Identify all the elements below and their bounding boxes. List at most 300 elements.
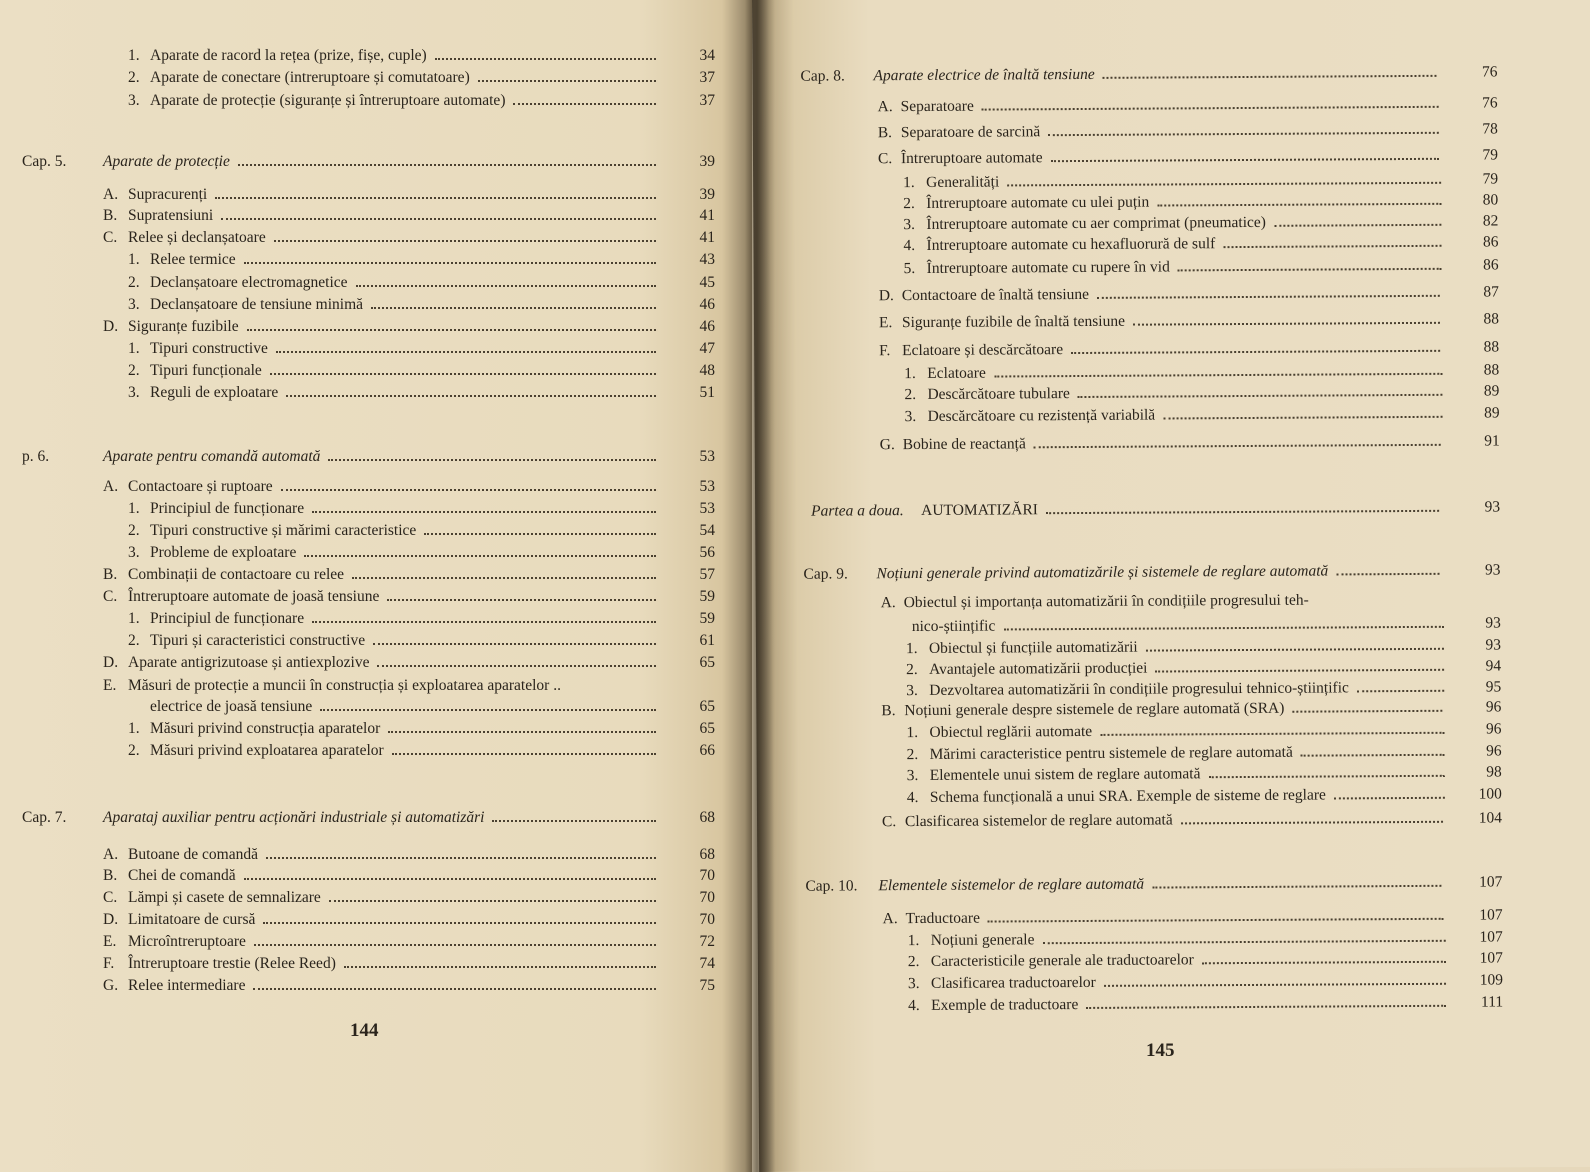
dot-leader [238, 163, 656, 166]
toc-entry-title: Obiectul reglării automate [929, 722, 1093, 741]
dot-leader [1208, 774, 1444, 778]
toc-entry-label: 1. [906, 723, 919, 742]
toc-entry-page: 79 [1482, 146, 1499, 164]
dot-leader [435, 57, 656, 60]
toc-entry-label: 1. [904, 365, 916, 383]
toc-entry-title: Descărcătoare cu rezistență variabilă [927, 406, 1156, 425]
toc-entry-page: 59 [699, 610, 715, 627]
toc-entry-title: Tipuri funcționale [150, 362, 262, 379]
toc-entry [0, 740, 752, 762]
dot-leader [1146, 647, 1444, 652]
toc-entry [0, 151, 752, 173]
toc-entry-page: 88 [1483, 361, 1500, 379]
toc-entry-page: 72 [699, 933, 715, 950]
toc-entry-page: 56 [699, 544, 715, 561]
toc-entry-page: 107 [1479, 949, 1503, 967]
toc-entry-page: 109 [1479, 971, 1504, 989]
dot-leader [244, 877, 656, 880]
toc-entry-title: Chei de comandă [128, 867, 236, 884]
toc-entry-page: 68 [699, 809, 715, 826]
toc-entry [754, 308, 1590, 335]
dot-leader [328, 458, 656, 461]
toc-entry-title: Obiectul și funcțiile automatizării [928, 638, 1138, 657]
toc-entry-label: Cap. 10. [805, 877, 858, 895]
toc-entry-title: Elementele unui sistem de reglare automată [929, 765, 1201, 784]
toc-entry-page: 87 [1483, 283, 1499, 301]
toc-entry-page: 41 [699, 207, 715, 224]
page-number-left: 144 [350, 1020, 379, 1041]
toc-entry-label: 2. [906, 661, 918, 679]
toc-entry-title: Supracurenți [128, 186, 208, 203]
toc-entry-title: Declanșatoare de tensiune minimă [150, 296, 364, 313]
toc-entry-title: Principiul de funcționare [150, 610, 305, 627]
dot-leader [1292, 709, 1442, 713]
toc-entry-label: Cap. 5. [22, 153, 67, 170]
toc-entry-title: Generalități [926, 173, 1000, 191]
toc-entry-label: C. [881, 813, 897, 831]
dot-leader [1336, 572, 1439, 576]
toc-entry-page: 93 [1485, 636, 1502, 654]
dot-leader [1042, 939, 1445, 944]
toc-entry-page: 68 [699, 846, 715, 863]
dot-leader [247, 328, 656, 331]
toc-entry-label: C. [103, 889, 118, 906]
toc-entry [0, 520, 752, 542]
dot-leader [1046, 509, 1439, 514]
toc-entry-label: 2. [906, 745, 919, 764]
toc-entry [0, 338, 752, 360]
toc-entry-page: 107 [1479, 873, 1503, 891]
toc-entry-label: E. [878, 314, 893, 332]
toc-entry [753, 92, 1590, 119]
toc-entry-title: Contactoare și ruptoare [128, 478, 273, 495]
toc-entry-page: 95 [1485, 678, 1502, 696]
toc-entry-title: Lămpi și casete de semnalizare [128, 889, 321, 906]
toc-entry-page: 70 [699, 889, 715, 906]
dot-leader [373, 642, 656, 645]
dot-leader [352, 576, 656, 579]
toc-entry-title: Măsuri de protecție a muncii în construcția și exploatarea aparatelor .. [128, 677, 561, 694]
toc-entry [0, 887, 752, 909]
toc-entry [0, 844, 752, 866]
toc-entry-label: 3. [907, 974, 920, 993]
dot-leader [1274, 223, 1441, 227]
toc-entry-page: 54 [699, 522, 715, 539]
toc-entry-label: 2. [904, 386, 917, 404]
dot-leader [387, 598, 656, 601]
toc-entry-page: 88 [1483, 338, 1500, 356]
dot-leader [1071, 349, 1440, 354]
toc-entry-label: B. [103, 207, 118, 224]
left-page [0, 0, 752, 1172]
toc-entry-title: Aparate de protecție (siguranțe și întreruptoare automate) [150, 92, 506, 109]
toc-entry-title: Bobine de reactanță [902, 435, 1026, 454]
dot-leader [1357, 689, 1444, 693]
toc-entry-title: Întreruptoare trestie (Relee Reed) [128, 955, 336, 972]
toc-entry-label: 4. [903, 237, 916, 255]
dot-leader [253, 987, 656, 990]
toc-entry-page: 61 [699, 632, 715, 649]
toc-entry [756, 588, 1590, 615]
toc-entry-page: 39 [699, 186, 715, 203]
toc-entry-label: p. 6. [22, 448, 50, 465]
toc-entry-title: Tipuri constructive și mărimi caracteristice [150, 522, 417, 539]
toc-entry [0, 227, 752, 249]
toc-entry [0, 564, 752, 586]
toc-entry-label: E. [103, 933, 117, 950]
toc-entry-page: 53 [699, 478, 715, 495]
toc-entry-title: Supratensiuni [128, 207, 214, 224]
toc-entry-title: Clasificarea sistemelor de reglare automată [904, 811, 1173, 831]
toc-entry-label: 3. [904, 408, 917, 426]
toc-entry [0, 446, 752, 468]
toc-entry [0, 953, 752, 975]
toc-entry [0, 608, 752, 630]
dot-leader [1202, 960, 1446, 964]
toc-entry-title: Reguli de exploatare [150, 384, 279, 401]
toc-entry-page: 37 [699, 69, 715, 86]
toc-entry-page: 46 [699, 296, 715, 313]
dot-leader [304, 554, 656, 557]
toc-entry-label: 3. [128, 296, 140, 313]
toc-entry-title: Avantajele automatizării producției [929, 659, 1148, 678]
dot-leader [274, 239, 656, 242]
toc-entry [754, 281, 1590, 308]
toc-entry-page: 39 [699, 153, 715, 170]
toc-entry [0, 360, 752, 382]
toc-entry-title: Dezvoltarea automatizării în condițiile progresului tehnico-științific [929, 679, 1349, 699]
toc-entry-title: Separatoare de sarcină [900, 123, 1041, 142]
toc-entry-title: Relee termice [150, 251, 236, 268]
toc-entry-label: 2. [128, 632, 140, 649]
toc-entry-page: 46 [699, 318, 715, 335]
toc-entry-page: 65 [699, 654, 715, 671]
toc-entry-label: B. [103, 867, 118, 884]
toc-entry-title: Traductoare [905, 909, 980, 928]
toc-entry [0, 630, 752, 652]
toc-entry-title: Noțiuni generale despre sistemele de reglare automată (SRA) [904, 699, 1285, 720]
dot-leader [1163, 415, 1442, 420]
toc-entry-label: A. [877, 98, 893, 116]
toc-entry-title: Relee intermediare [128, 977, 246, 994]
dot-leader [988, 917, 1444, 923]
toc-entry-label: A. [103, 478, 119, 495]
toc-entry-page: 66 [699, 742, 715, 759]
toc-entry [0, 45, 752, 67]
dot-leader [1181, 820, 1443, 825]
dot-leader [276, 350, 656, 353]
toc-entry-label: 1. [128, 340, 140, 357]
toc-entry-title: Schema funcțională a unui SRA. Exemple de sisteme de reglare [929, 786, 1326, 806]
toc-entry-page: 76 [1482, 94, 1498, 112]
toc-entry-page: 37 [699, 92, 715, 109]
toc-entry [755, 496, 1590, 523]
toc-entry [0, 696, 752, 718]
toc-entry-page: 76 [1481, 63, 1498, 81]
toc-entry-label: 2. [128, 742, 140, 759]
toc-entry-label: G. [103, 977, 119, 994]
toc-entry-title: Microîntreruptoare [128, 933, 246, 950]
toc-entry-label: 2. [128, 522, 140, 539]
toc-entry-title: Contactoare de înaltă tensiune [901, 285, 1090, 305]
toc-entry-page: 96 [1485, 720, 1502, 738]
toc-entry-title: Declanșatoare electromagnetice [150, 274, 348, 291]
toc-entry-label: A. [882, 910, 898, 928]
toc-entry [0, 90, 752, 112]
toc-entry-title: Măsuri privind exploatarea aparatelor [150, 742, 384, 759]
dot-leader [1155, 668, 1444, 673]
toc-entry-page: 93 [1484, 561, 1501, 579]
dot-leader [982, 105, 1439, 111]
toc-entry-title: Întreruptoare automate [900, 149, 1043, 168]
toc-entry-title: Separatoare [900, 97, 974, 116]
dot-leader [1157, 202, 1441, 207]
toc-entry [0, 498, 752, 520]
toc-entry-title: Principiul de funcționare [150, 500, 305, 517]
toc-entry-title: Noțiuni generale privind automatizările și sistemele de reglare automată [876, 562, 1329, 583]
dot-leader [377, 664, 656, 667]
dot-leader [244, 261, 656, 264]
toc-entry-label: Partea a doua. [811, 502, 904, 520]
toc-entry [0, 586, 752, 608]
toc-entry-page: 86 [1483, 256, 1499, 274]
toc-entry-title: Descărcătoare tubulare [927, 385, 1070, 403]
toc-entry-title: Aparate de protecție [103, 153, 230, 170]
toc-entry [0, 807, 752, 829]
dot-leader [266, 856, 656, 859]
toc-entry-label: C. [103, 588, 118, 605]
dot-leader [513, 102, 656, 105]
dot-leader [263, 921, 656, 924]
toc-entry-label: 1. [128, 47, 140, 64]
toc-entry-label: F. [103, 955, 115, 972]
toc-entry-title: Caracteristicile generale ale traductoarelor [930, 951, 1194, 970]
dot-leader [286, 394, 656, 397]
dot-leader [356, 284, 656, 287]
toc-entry [0, 67, 752, 89]
toc-entry [0, 865, 752, 887]
toc-entry-page: 34 [699, 47, 715, 64]
dot-leader [312, 620, 656, 623]
toc-entry-label: 3. [903, 216, 916, 234]
dot-leader [1103, 74, 1437, 79]
toc-entry-label: 3. [128, 544, 140, 561]
toc-entry-page: 59 [699, 588, 715, 605]
toc-entry-label: Cap. 9. [803, 565, 848, 583]
dot-leader [1133, 321, 1440, 326]
toc-entry [757, 871, 1590, 898]
dot-leader [1086, 1004, 1446, 1009]
toc-entry-label: 4. [908, 996, 920, 1015]
toc-entry-page: 41 [699, 229, 715, 246]
dot-leader [312, 510, 656, 513]
dot-leader [1034, 443, 1441, 448]
toc-entry-page: 70 [699, 911, 715, 928]
toc-entry-page: 74 [699, 955, 715, 972]
toc-entry-label: D. [103, 654, 119, 671]
toc-entry-page: 65 [699, 698, 715, 715]
dot-leader [424, 532, 656, 535]
toc-entry-title: Siguranțe fuzibile de înaltă tensiune [901, 312, 1125, 332]
toc-entry-page: 65 [699, 720, 715, 737]
toc-entry-label: B. [103, 566, 118, 583]
toc-entry [753, 144, 1590, 171]
dot-leader [1097, 294, 1440, 299]
toc-entry [0, 476, 752, 498]
toc-entry-title: Relee și declanșatoare [128, 229, 266, 246]
dot-leader [1051, 157, 1439, 162]
toc-entry-title: Obiectul și importanța automatizării în condițiile progresului teh- [903, 591, 1309, 612]
toc-entry-page: 91 [1484, 432, 1500, 450]
dot-leader [215, 196, 656, 199]
dot-leader [1003, 625, 1443, 631]
toc-entry-label: 4. [906, 788, 919, 807]
toc-entry-title: Aparate de conectare (intreruptoare și comutatoare) [150, 69, 470, 86]
right-page [752, 0, 1590, 1172]
toc-entry-label: C. [877, 150, 893, 168]
toc-entry-title: Eclatoare și descărcătoare [902, 341, 1064, 360]
toc-entry-title: Exemple de traductoare [931, 996, 1079, 1014]
dot-leader [371, 306, 656, 309]
toc-entry-title: Limitatoare de cursă [128, 911, 256, 928]
toc-entry [755, 430, 1590, 457]
toc-entry-label: B. [877, 124, 893, 142]
toc-entry-label: 2. [128, 362, 140, 379]
dot-leader [1100, 731, 1444, 736]
toc-entry-page: 94 [1485, 657, 1502, 675]
toc-entry-page: 89 [1483, 382, 1500, 400]
toc-entry-page: 78 [1482, 120, 1498, 138]
dot-leader [388, 730, 656, 733]
toc-entry-label: A. [880, 594, 896, 612]
toc-entry [0, 382, 752, 404]
toc-entry [0, 675, 752, 697]
toc-entry-label: 2. [128, 69, 140, 86]
toc-entry-title: AUTOMATIZĂRI [921, 501, 1038, 519]
toc-entry-title: Aparate pentru comandă automată [103, 448, 321, 465]
book-gutter [745, 0, 775, 1172]
toc-entry-page: 100 [1478, 785, 1502, 803]
toc-entry [0, 272, 752, 294]
toc-entry-label: 3. [128, 384, 140, 401]
toc-entry-title: Aparataj auxiliar pentru acționări industriale și automatizări [103, 809, 485, 826]
dot-leader [478, 79, 656, 82]
toc-entry-page: 47 [699, 340, 715, 357]
toc-entry-page: 93 [1484, 498, 1501, 516]
dot-leader [270, 372, 656, 375]
toc-entry-page: 80 [1482, 191, 1499, 209]
toc-entry [754, 402, 1590, 429]
toc-entry [752, 61, 1590, 88]
toc-entry-title: nico-științific [911, 617, 996, 636]
dot-leader [1007, 181, 1441, 187]
toc-entry-page: 43 [699, 251, 715, 268]
dot-leader [492, 819, 656, 822]
toc-entry-title: Aparate antigrizutoase și antiexplozive [128, 654, 370, 671]
dot-leader [1178, 267, 1442, 272]
toc-entry-page: 70 [699, 867, 715, 884]
dot-leader [320, 708, 656, 711]
toc-entry-label: Cap. 7. [22, 809, 67, 826]
toc-entry-page: 48 [699, 362, 715, 379]
toc-entry-label: 3. [906, 681, 918, 700]
toc-entry-page: 107 [1479, 906, 1503, 924]
toc-entry [754, 254, 1590, 281]
toc-entry [0, 931, 752, 953]
dot-leader [1078, 393, 1443, 398]
toc-entry-page: 89 [1483, 404, 1500, 422]
toc-entry-title: Eclatoare [927, 364, 986, 382]
toc-entry-label: 1. [907, 931, 920, 950]
toc-entry [0, 718, 752, 740]
dot-leader [1301, 753, 1445, 757]
toc-entry-label: 2. [128, 274, 140, 291]
toc-entry-page: 88 [1483, 310, 1500, 328]
dot-leader [281, 488, 656, 491]
toc-entry-title: electrice de joasă tensiune [150, 698, 313, 715]
toc-entry-label: 1. [128, 500, 140, 517]
toc-entry-label: 2. [903, 195, 915, 213]
toc-entry-page: 53 [699, 448, 715, 465]
toc-entry-label: 5. [903, 260, 916, 278]
toc-entry-label: D. [103, 911, 119, 928]
toc-entry-title: Întreruptoare automate cu ulei puțin [926, 193, 1150, 212]
toc-entry-page: 111 [1480, 993, 1504, 1011]
toc-entry [0, 542, 752, 564]
dot-leader [994, 372, 1442, 378]
toc-entry-page: 107 [1479, 928, 1503, 946]
dot-leader [1334, 796, 1445, 800]
toc-entry-label: 1. [905, 640, 918, 658]
toc-entry-title: Aparate electrice de înaltă tensiune [873, 65, 1095, 85]
toc-entry [758, 991, 1590, 1018]
toc-entry-title: Tipuri și caracteristici constructive [150, 632, 366, 649]
toc-entry [0, 205, 752, 227]
toc-entry-title: Siguranțe fuzibile [128, 318, 239, 335]
toc-entry [755, 559, 1590, 586]
toc-entry [0, 249, 752, 271]
toc-entry-label: 3. [128, 92, 140, 109]
toc-entry-title: Probleme de exploatare [150, 544, 297, 561]
dot-leader [1048, 131, 1439, 136]
toc-entry-page: 79 [1482, 170, 1499, 188]
toc-entry-label: B. [881, 702, 896, 720]
toc-entry-title: Elementele sistemelor de reglare automată [878, 875, 1145, 895]
dot-leader [221, 217, 656, 220]
toc-entry-title: Aparate de racord la rețea (prize, fișe, cuple) [150, 47, 427, 64]
toc-entry-label: D. [103, 318, 119, 335]
toc-entry-page: 82 [1482, 212, 1499, 230]
toc-entry-page: 98 [1486, 763, 1502, 781]
toc-entry-title: Tipuri constructive [150, 340, 268, 357]
toc-entry-label: C. [103, 229, 118, 246]
toc-entry-page: 96 [1485, 698, 1502, 716]
toc-entry-label: D. [878, 287, 894, 305]
toc-entry-page: 51 [699, 384, 715, 401]
toc-entry [753, 118, 1590, 145]
dot-leader [1223, 244, 1441, 248]
toc-entry-label: E. [103, 677, 117, 694]
toc-entry-label: G. [879, 436, 895, 454]
toc-entry [757, 807, 1590, 834]
dot-leader [344, 965, 656, 968]
toc-entry-page: 57 [699, 566, 715, 583]
toc-entry-title: Mărimi caracteristice pentru sistemele de reglare automată [929, 743, 1293, 763]
toc-entry-page: 93 [1485, 614, 1501, 632]
toc-entry-title: Întreruptoare automate cu aer comprimat (pneumatice) [926, 213, 1266, 233]
toc-entry-title: Întreruptoare automate cu rupere în vid [926, 258, 1170, 277]
toc-entry [0, 184, 752, 206]
